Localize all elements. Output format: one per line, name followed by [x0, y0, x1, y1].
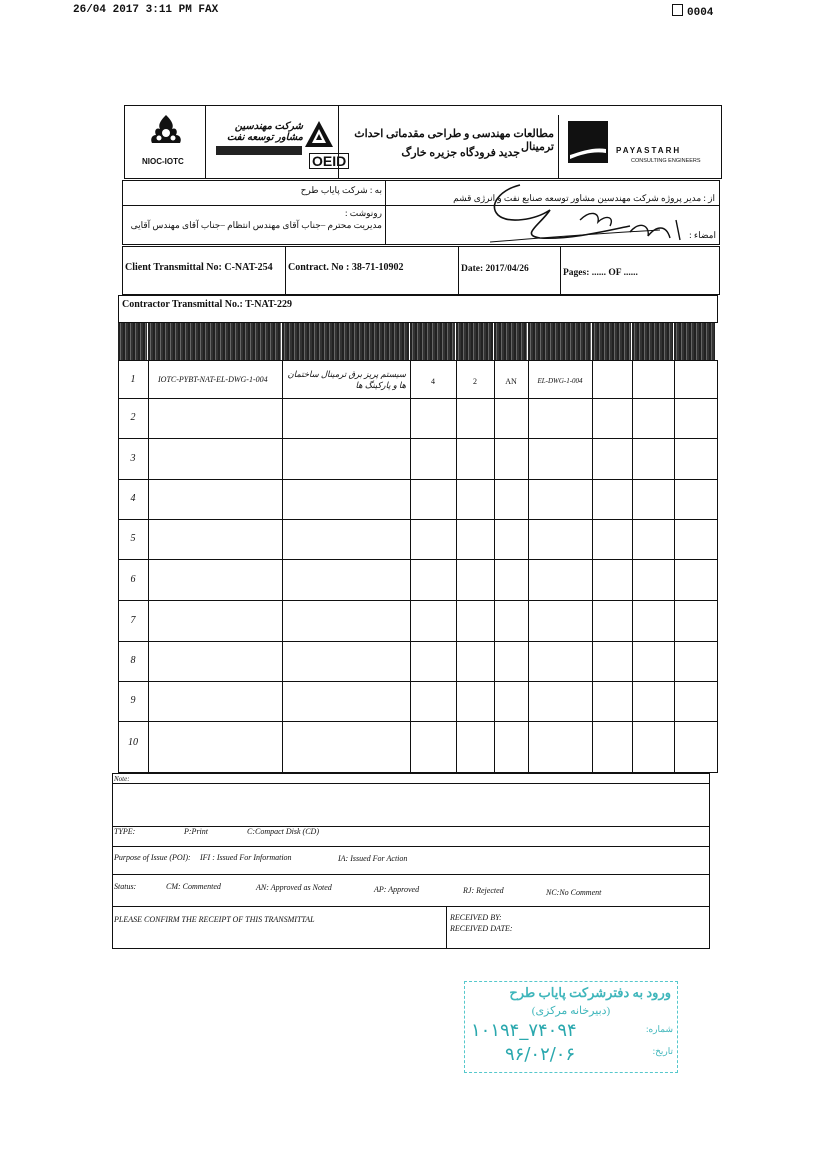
oeid-logo-text: OEID: [309, 153, 349, 169]
documents-table: [118, 360, 718, 773]
type-cd: C:Compact Disk (CD): [247, 827, 319, 836]
col-header-2: [456, 323, 494, 360]
col-header-row: [118, 323, 148, 360]
col-header-1: [410, 323, 456, 360]
fax-icon: [672, 4, 683, 16]
stamp-date-value: ۹۶/۰۲/۰۶: [505, 1044, 576, 1065]
type-print: P:Print: [184, 827, 208, 836]
oeid-logo-icon: [304, 120, 334, 148]
receipt-stamp: [464, 981, 678, 1073]
row1-col4: EL-DWG-1-004: [537, 377, 583, 385]
row1-doc-no: IOTC-PYBT-NAT-EL-DWG-1-004: [158, 375, 268, 384]
stamp-number-value: ۱۰۱۹۴_۷۴۰۹۴: [471, 1020, 577, 1041]
col-header-title: [282, 323, 410, 360]
address-from: از : مدیر پروژه شرکت مهندسین مشاور توسعه صنایع نفت و انرژی قشم: [453, 193, 715, 203]
project-title-line2: جدید فرودگاه جزیره خارگ: [401, 147, 520, 159]
col-header-4: [528, 323, 592, 360]
table-row-num: 2: [130, 412, 136, 423]
cc-value: مدیریت محترم –جناب آقای مهندس انتظام –جناب آقای مهندس آقایی: [130, 220, 382, 230]
payastarh-name: PAYASTARH: [616, 146, 682, 155]
stamp-line2: (دبیرخانه مرکزی): [531, 1005, 611, 1017]
payastarh-subtitle: CONSULTING ENGINEERS: [631, 158, 701, 164]
table-row-num: 10: [128, 737, 138, 748]
purpose-ia: IA: Issued For Action: [338, 854, 408, 863]
oeid-redacted-bar: [216, 146, 302, 155]
nioc-logo-icon: [148, 113, 184, 147]
status-label: Status:: [114, 882, 137, 891]
table-row-num: 8: [130, 655, 136, 666]
table-row-num: 4: [130, 493, 136, 504]
stamp-line1: ورود به دفترشرکت پایاب طرح: [509, 985, 671, 1000]
table-row-num: 9: [130, 695, 136, 706]
oeid-company-script: شرکت مهندسین مشاور توسعه نفت: [226, 121, 303, 143]
col-header-3: [494, 323, 528, 360]
status-ap: AP: Approved: [374, 885, 420, 894]
client-transmittal-no: Client Transmittal No: C-NAT-254: [125, 262, 273, 273]
table-row-num: 6: [130, 574, 136, 585]
nioc-logo-text: NIOC-IOTC: [142, 157, 184, 166]
signature-label: امضاء :: [689, 230, 716, 240]
table-row-num: 1: [130, 374, 136, 385]
stamp-number-label: شماره:: [645, 1024, 673, 1034]
table-row-num: 7: [130, 615, 136, 626]
note-label: Note:: [114, 775, 130, 783]
contract-no: Contract. No : 38-71-10902: [288, 262, 404, 273]
project-title-line1: مطالعات مهندسی و طراحی مقدماتی احداث ترمینال: [354, 128, 554, 153]
received-by: RECEIVED BY:: [450, 913, 502, 922]
contractor-transmittal-no: Contractor Transmittal No.: T-NAT-229: [122, 299, 292, 310]
col-header-7: [674, 323, 716, 360]
col-header-5: [592, 323, 632, 360]
confirm-receipt: PLEASE CONFIRM THE RECEIPT OF THIS TRANSMITTAL: [114, 915, 315, 924]
status-cm: CM: Commented: [166, 882, 221, 891]
row1-col1: 4: [431, 377, 435, 386]
purpose-label: Purpose of Issue (POI):: [114, 853, 191, 862]
received-date: RECEIVED DATE:: [450, 924, 513, 933]
address-to: به : شرکت پایاب طرح: [300, 185, 382, 195]
status-an: AN: Approved as Noted: [256, 883, 332, 892]
status-rj: RJ: Rejected: [463, 886, 504, 895]
table-row-num: 3: [130, 453, 136, 464]
purpose-ifi: IFI : Issued For Information: [200, 853, 292, 862]
type-label: TYPE:: [114, 827, 136, 836]
cc-label: رونوشت :: [345, 208, 382, 218]
row1-col2: 2: [473, 377, 477, 386]
stamp-date-label: تاریخ:: [652, 1046, 673, 1056]
status-nc: NC:No Comment: [546, 888, 602, 897]
col-header-6: [632, 323, 674, 360]
row1-title: سیستم پریز برق ترمینال ساختمان ها و پارکینگ ها: [287, 369, 406, 390]
fax-page-number: 0004: [672, 4, 713, 19]
handwritten-signature: [480, 180, 690, 250]
pages-count: Pages: ...... OF ......: [563, 268, 638, 278]
fax-timestamp: 26/04 2017 3:11 PM FAX: [73, 4, 219, 16]
row1-col3: AN: [505, 377, 517, 386]
transmittal-date: Date: 2017/04/26: [461, 264, 529, 274]
payastarh-logo-icon: [568, 121, 608, 163]
table-row-num: 5: [130, 533, 136, 544]
col-header-doc-no: [148, 323, 282, 360]
